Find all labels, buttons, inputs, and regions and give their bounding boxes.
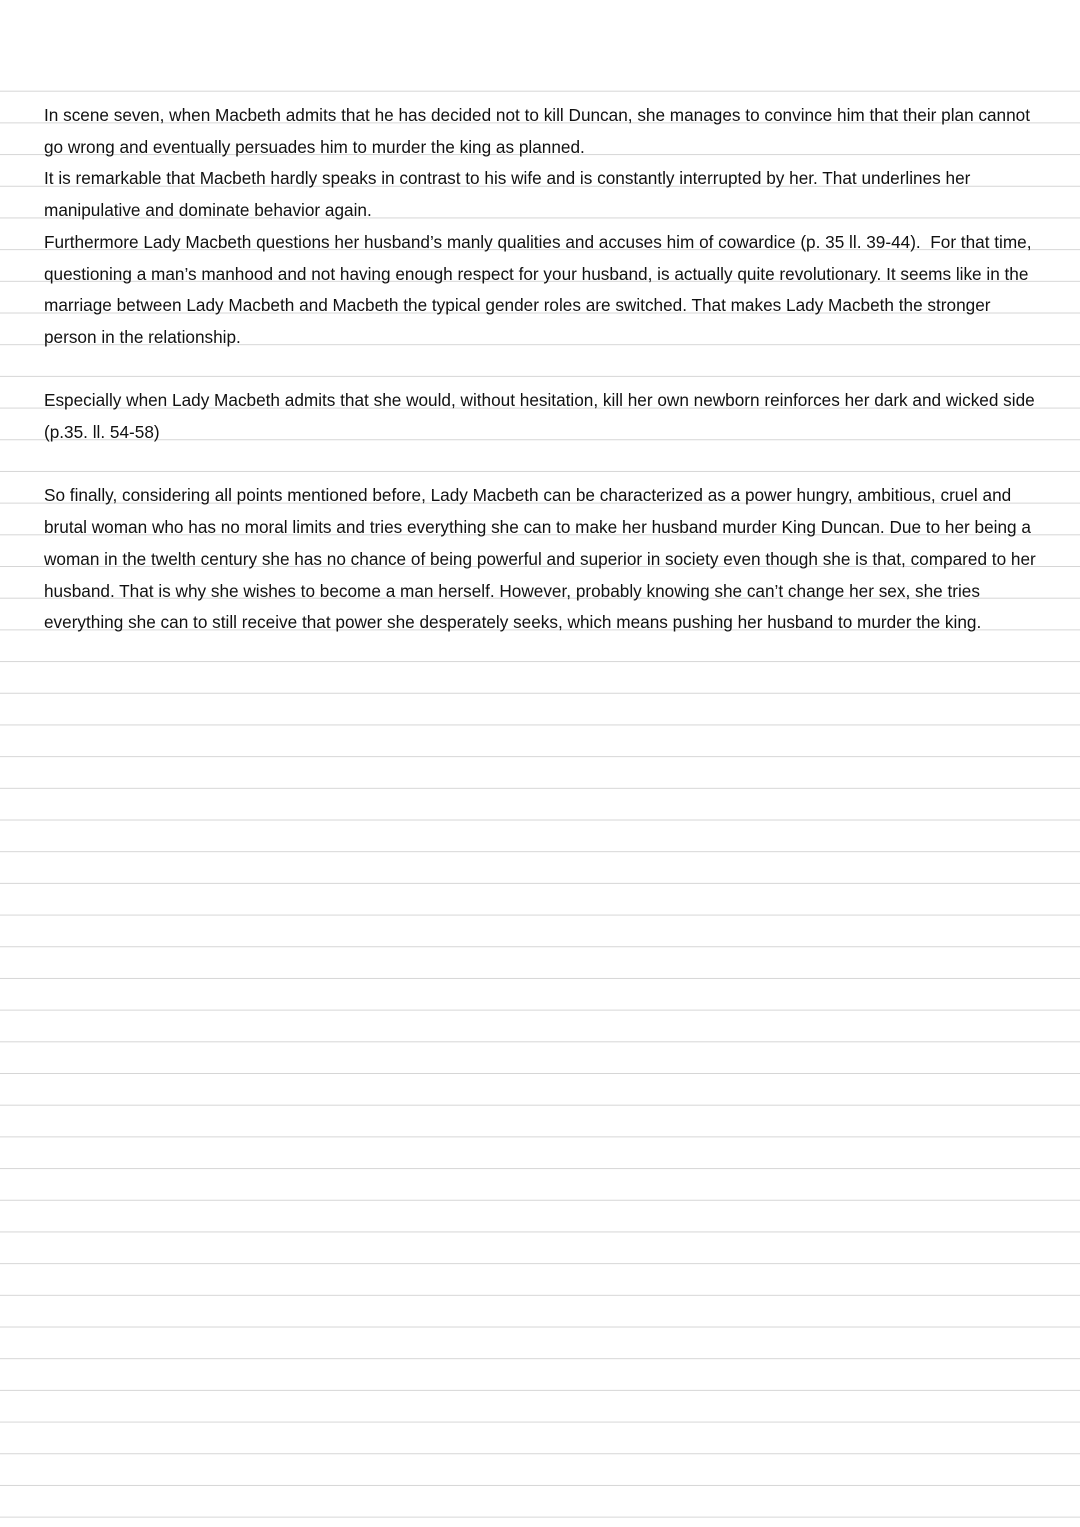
essay-text (44, 100, 1040, 639)
paragraph-spacer (44, 449, 1040, 481)
paragraph-conclusion: So finally, considering all points mentioned before, Lady Macbeth can be characterized as a power hungry, ambitious, cruel and brutal woman who has no moral limits and tries everything she can to make her husband murder King Duncan. Due to her being a woman in the twelth century she has no chance of being powerful and superior in society even though she is that, compared to her husband. That is why she wishes to become a man herself. However, probably knowing she can’t change her sex, she tries everything she can to still receive that power she desperately seeks, which means pushing her husband to murder the king. (44, 485, 1041, 633)
paragraph-scene-seven: In scene seven, when Macbeth admits that he has decided not to kill Duncan, she manages to convince him that their plan cannot go wrong and eventually persuades him to murder the king as planned. (44, 105, 1035, 157)
paragraph-especially: Especially when Lady Macbeth admits that she would, without hesitation, kill her own newborn reinforces her dark and wicked side (p.35. ll. 54-58) (44, 390, 1040, 443)
paragraph-remarkable: It is remarkable that Macbeth hardly speaks in contrast to his wife and is constantly interrupted by her. That underlines her manipulative and dominate behavior again. (44, 168, 976, 221)
paragraph-spacer (44, 354, 1040, 386)
paragraph-furthermore: Furthermore Lady Macbeth questions her husband’s manly qualities and accuses him of cowardice (p. 35 ll. 39-44). For that time, questioning a man’s manhood and not having enough respect for your husband, is actually quite revolutionary. It seems like in the marriage between Lady Macbeth and Macbeth the typical gender roles are switched. That makes Lady Macbeth the stronger person in the relationship. (44, 231, 1037, 347)
